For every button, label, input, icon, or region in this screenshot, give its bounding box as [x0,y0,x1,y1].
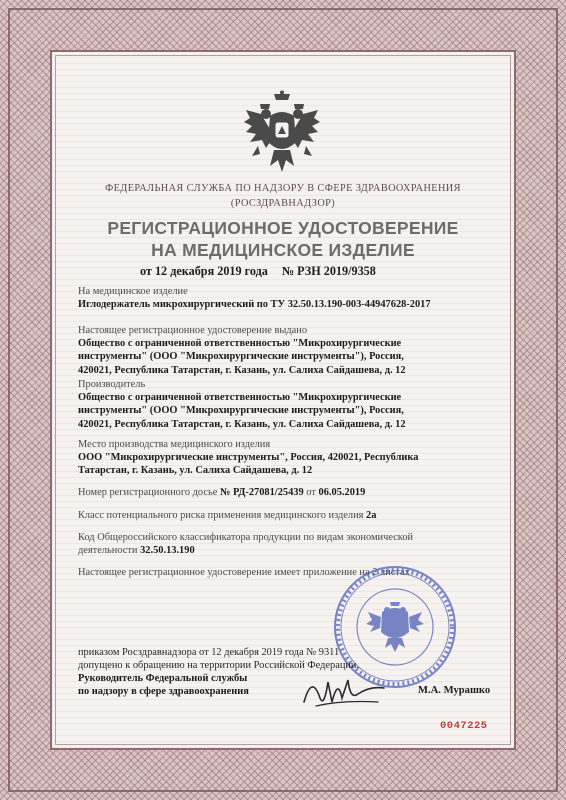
certificate-subtitle: НА МЕДИЦИНСКОЕ ИЗДЕЛИЕ [151,240,415,260]
device-value: Иглодержатель микрохирургический по ТУ 32.50.13.190-003-44947628-2017 [78,299,431,311]
risk-class-value: 2а [366,510,377,521]
issued-to-label: Настоящее регистрационное удостоверение выдано [78,325,308,336]
manufacturer-line: 420021, Республика Татарстан, г. Казань, ул. Салиха Сайдашева, д. 12 [78,418,406,430]
signatory-position-line: Руководитель Федеральной службы [78,673,248,684]
signatory-position [78,672,249,699]
manufacturer-line: Общество с ограниченной ответственностью "Микрохирургические [78,392,402,404]
serial-number: 0047225 [440,720,488,732]
certificate-date-number [140,264,440,279]
production-site-line: ООО "Микрохирургические инструменты", Россия, 420021, Республика [78,452,419,464]
certificate-number: № РЗН 2019/9358 [281,264,376,278]
manufacturer-section [78,378,498,431]
okpd-section [78,531,498,557]
okpd-label-end: деятельности [78,545,138,557]
production-site-label: Место производства медицинского изделия [78,439,271,450]
issued-to-line: 420021, Республика Татарстан, г. Казань, ул. Салиха Сайдашева, д. 12 [78,364,406,376]
dossier-number: № РД-27081/25439 [219,487,304,498]
appendix-text: Настоящее регистрационное удостоверение имеет приложение на 2 листах [78,567,410,578]
dossier-label: Номер регистрационного досье [78,487,218,498]
manufacturer-line: инструменты" (ООО "Микрохирургические инструменты"), Россия, [78,405,404,417]
dossier-date: 06.05.2019 [318,487,366,498]
manufacturer-label: Производитель [78,379,146,390]
signatory-name: М.А. Мурашко [418,685,491,696]
handwritten-signature-icon [298,668,390,714]
dossier-from: от [306,487,316,498]
certificate-title: РЕГИСТРАЦИОННОЕ УДОСТОВЕРЕНИЕ [107,218,459,238]
issued-to-section [78,324,498,377]
agency-abbreviation: (РОСЗДРАВНАДЗОР) [230,198,336,209]
risk-class-label: Класс потенциального риска применения медицинского изделия [78,510,364,521]
order-line: допущено к обращению на территории Российской Федерации. [78,660,360,672]
certificate-date: от 12 декабря 2019 года [140,264,268,278]
double-headed-eagle-emblem-icon [244,90,320,176]
agency-name: ФЕДЕРАЛЬНАЯ СЛУЖБА ПО НАДЗОРУ В СФЕРЕ ЗДРАВООХРАНЕНИЯ [105,183,461,194]
device-label: На медицинское изделие [78,286,188,297]
order-line: приказом Росздравнадзора от 12 декабря 2019 года № 9311 [78,647,340,658]
risk-class-section [78,509,498,522]
device-section [78,285,498,311]
production-site-line: Татарстан, г. Казань, ул. Салиха Сайдашева, д. 12 [78,465,313,477]
okpd-code: 32.50.13.190 [140,545,195,557]
signatory-position-line: по надзору в сфере здравоохранения [78,686,249,698]
issued-to-line: Общество с ограниченной ответственностью "Микрохирургические [78,338,402,350]
production-site-section [78,438,498,478]
issued-to-line: инструменты" (ООО "Микрохирургические инструменты"), Россия, [78,351,404,363]
dossier-section [78,486,498,499]
okpd-label: Код Общероссийского классификатора продукции по видам экономической [78,532,414,543]
